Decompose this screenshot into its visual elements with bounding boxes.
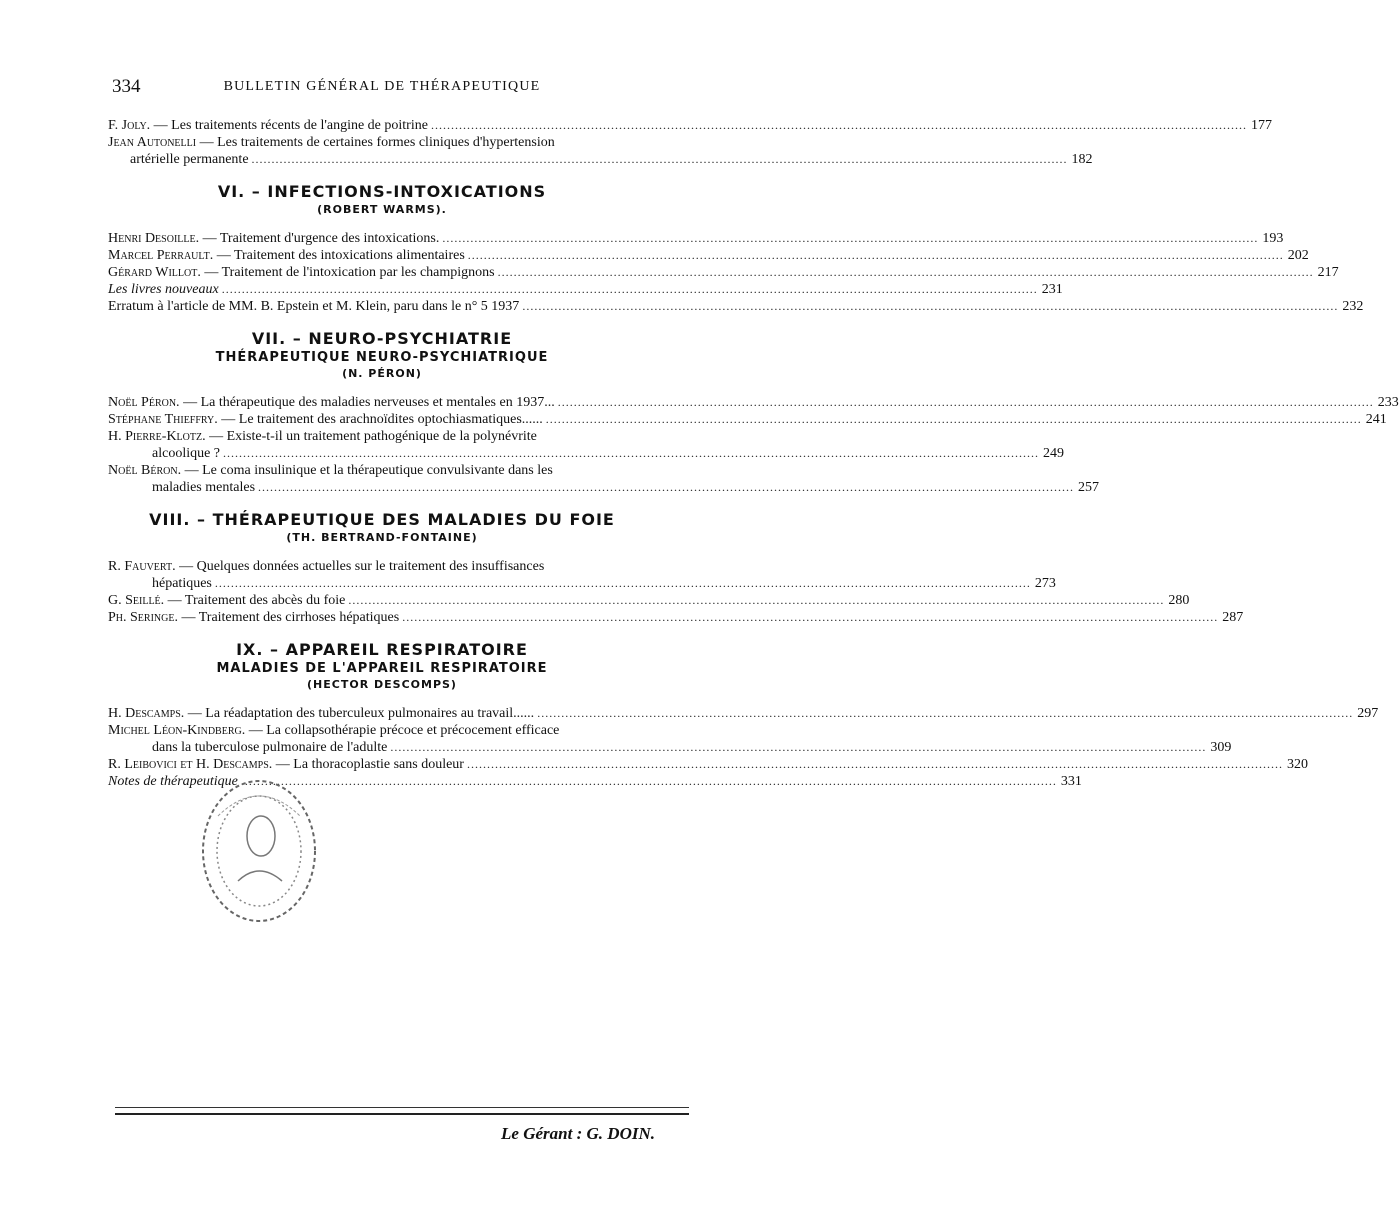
dot-leader [431, 117, 1247, 134]
dot-leader [402, 609, 1218, 626]
entry-page: 249 [1043, 446, 1065, 461]
entry-author: R. Leibovici et H. Descamps. [108, 757, 273, 772]
toc-entry [108, 264, 1339, 281]
toc-entry [108, 609, 1244, 626]
dot-leader [241, 773, 1057, 790]
entry-author: Michel Léon-Kindberg. [108, 723, 246, 738]
section-title: VII. – NEURO-PSYCHIATRIE [251, 329, 513, 348]
entry-author: F. Joly. [108, 118, 151, 133]
toc-entry [108, 773, 1082, 790]
toc-entry [108, 394, 1399, 411]
entry-author: Gérard Willot. [108, 265, 201, 280]
entry-title: — Le traitement des arachnoïdites optochiasmatiques...... [221, 412, 543, 427]
entry-title: — Traitement des intoxications alimentaires [216, 248, 465, 263]
dot-leader [498, 264, 1314, 281]
entry-page: 273 [1034, 576, 1056, 591]
section-heading [108, 182, 656, 218]
dot-leader [546, 411, 1362, 428]
toc-entry [108, 462, 1100, 496]
entry-author: Noël Péron. [108, 395, 180, 410]
entry-title-continued: dans la tuberculose pulmonaire de l'adulte [152, 740, 388, 755]
footer-rule [115, 1113, 689, 1115]
section-heading [108, 640, 656, 693]
dot-leader [467, 756, 1283, 773]
entry-page: 320 [1286, 757, 1308, 772]
entry-title: — La collapsothérapie précoce et précocement efficace [248, 723, 560, 738]
footer-gerant [501, 1124, 655, 1144]
toc-entry [108, 722, 1232, 756]
section-title: IX. – APPAREIL RESPIRATOIRE [236, 640, 528, 659]
section-heading [108, 510, 656, 546]
toc-entry [108, 281, 1063, 298]
entry-page: 182 [1071, 152, 1093, 167]
entry-page: 177 [1250, 118, 1272, 133]
table-of-contents [108, 117, 1399, 790]
entry-page: 231 [1041, 282, 1063, 297]
entry-page: 217 [1317, 265, 1339, 280]
entry-page: 309 [1210, 740, 1232, 755]
section-heading [108, 329, 656, 382]
toc-entry [108, 756, 1308, 773]
dot-leader [537, 705, 1353, 722]
page-header [112, 76, 652, 102]
entry-title-continued: alcoolique ? [152, 446, 221, 461]
dot-leader [348, 592, 1164, 609]
entry-title: Erratum à l'article de MM. B. Epstein et M. Klein, paru dans le n° 5 1937 [108, 299, 520, 314]
toc-entry [108, 411, 1387, 428]
entry-page: 202 [1287, 248, 1309, 263]
entry-page: 193 [1262, 231, 1284, 246]
dot-leader [222, 281, 1038, 298]
entry-title: — Existe-t-il un traitement pathogénique de la polynévrite [209, 429, 537, 444]
section-editor: (N. PÉRON) [342, 367, 422, 380]
section-title: VI. – INFECTIONS-INTOXICATIONS [217, 182, 547, 201]
entry-author: Stéphane Thieffry. [108, 412, 218, 427]
entry-page: 280 [1168, 593, 1190, 608]
entry-author: H. Pierre-Klotz. [108, 429, 206, 444]
entry-title-continued: maladies mentales [152, 480, 256, 495]
dot-leader [558, 394, 1374, 411]
entry-title: — La thérapeutique des maladies nerveuses et mentales en 1937... [183, 395, 555, 410]
section-subtitle: THÉRAPEUTIQUE NEURO-PSYCHIATRIQUE [215, 350, 549, 365]
entry-title: Notes de thérapeutique [108, 774, 238, 789]
entry-title: — Les traitements de certaines formes cliniques d'hypertension [199, 135, 555, 150]
entry-title: — Les traitements récents de l'angine de poitrine [153, 118, 428, 133]
entry-title: — La réadaptation des tuberculeux pulmonaires au travail...... [187, 706, 535, 721]
toc-entry [108, 230, 1284, 247]
dot-leader [522, 298, 1338, 315]
dot-leader [252, 151, 1068, 168]
entry-page: 257 [1078, 480, 1100, 495]
entry-author: R. Fauvert. [108, 559, 176, 574]
entry-author: Ph. Seringe. [108, 610, 178, 625]
toc-entry [108, 558, 1056, 592]
toc-entry [108, 247, 1309, 264]
section-editor: (HECTOR DESCOMPS) [307, 678, 457, 691]
entry-title-continued: artérielle permanente [130, 152, 249, 167]
toc-entry [108, 428, 1065, 462]
page-number: 334 [112, 76, 141, 97]
entry-title: — Le coma insulinique et la thérapeutique convulsivante dans les [184, 463, 553, 478]
entry-page: 232 [1342, 299, 1364, 314]
entry-page: 287 [1222, 610, 1244, 625]
dot-leader [223, 445, 1039, 462]
library-stamp-icon [198, 776, 320, 926]
entry-author: Marcel Perrault. [108, 248, 214, 263]
entry-page: 331 [1060, 774, 1082, 789]
entry-title-continued: hépatiques [152, 576, 212, 591]
dot-leader [258, 479, 1074, 496]
running-title: BULLETIN GÉNÉRAL DE THÉRAPEUTIQUE [223, 79, 541, 94]
entry-title: — Traitement de l'intoxication par les champignons [204, 265, 495, 280]
gerant-name: G. DOIN. [586, 1124, 655, 1143]
footer-rule [115, 1107, 689, 1108]
entry-title: — Traitement d'urgence des intoxications. [202, 231, 440, 246]
toc-entry [108, 298, 1364, 315]
section-editor: (TH. BERTRAND-FONTAINE) [286, 531, 478, 544]
toc-entry [108, 117, 1272, 134]
entry-title: — Quelques données actuelles sur le traitement des insuffisances [179, 559, 545, 574]
entry-author: Noël Béron. [108, 463, 182, 478]
toc-entry [108, 592, 1190, 609]
gerant-label: Le Gérant : [501, 1124, 583, 1143]
entry-author: H. Descamps. [108, 706, 185, 721]
dot-leader [442, 230, 1258, 247]
section-editor: (ROBERT WARMS). [317, 203, 447, 216]
entry-page: 241 [1365, 412, 1387, 427]
toc-entry [108, 134, 1093, 168]
entry-title: Les livres nouveaux [108, 282, 219, 297]
entry-title: — La thoracoplastie sans douleur [275, 757, 464, 772]
entry-page: 233 [1377, 395, 1399, 410]
dot-leader [468, 247, 1284, 264]
dot-leader [390, 739, 1206, 756]
entry-title: — Traitement des cirrhoses hépatiques [181, 610, 400, 625]
entry-author: Jean Autonelli [108, 135, 197, 150]
entry-title: — Traitement des abcès du foie [167, 593, 346, 608]
toc-entry [108, 705, 1379, 722]
entry-author: G. Seillé. [108, 593, 165, 608]
entry-author: Henri Desoille. [108, 231, 200, 246]
entry-page: 297 [1357, 706, 1379, 721]
section-title: VIII. – THÉRAPEUTIQUE DES MALADIES DU FOIE [149, 510, 615, 529]
section-subtitle: MALADIES DE L'APPAREIL RESPIRATOIRE [216, 661, 548, 676]
dot-leader [215, 575, 1031, 592]
